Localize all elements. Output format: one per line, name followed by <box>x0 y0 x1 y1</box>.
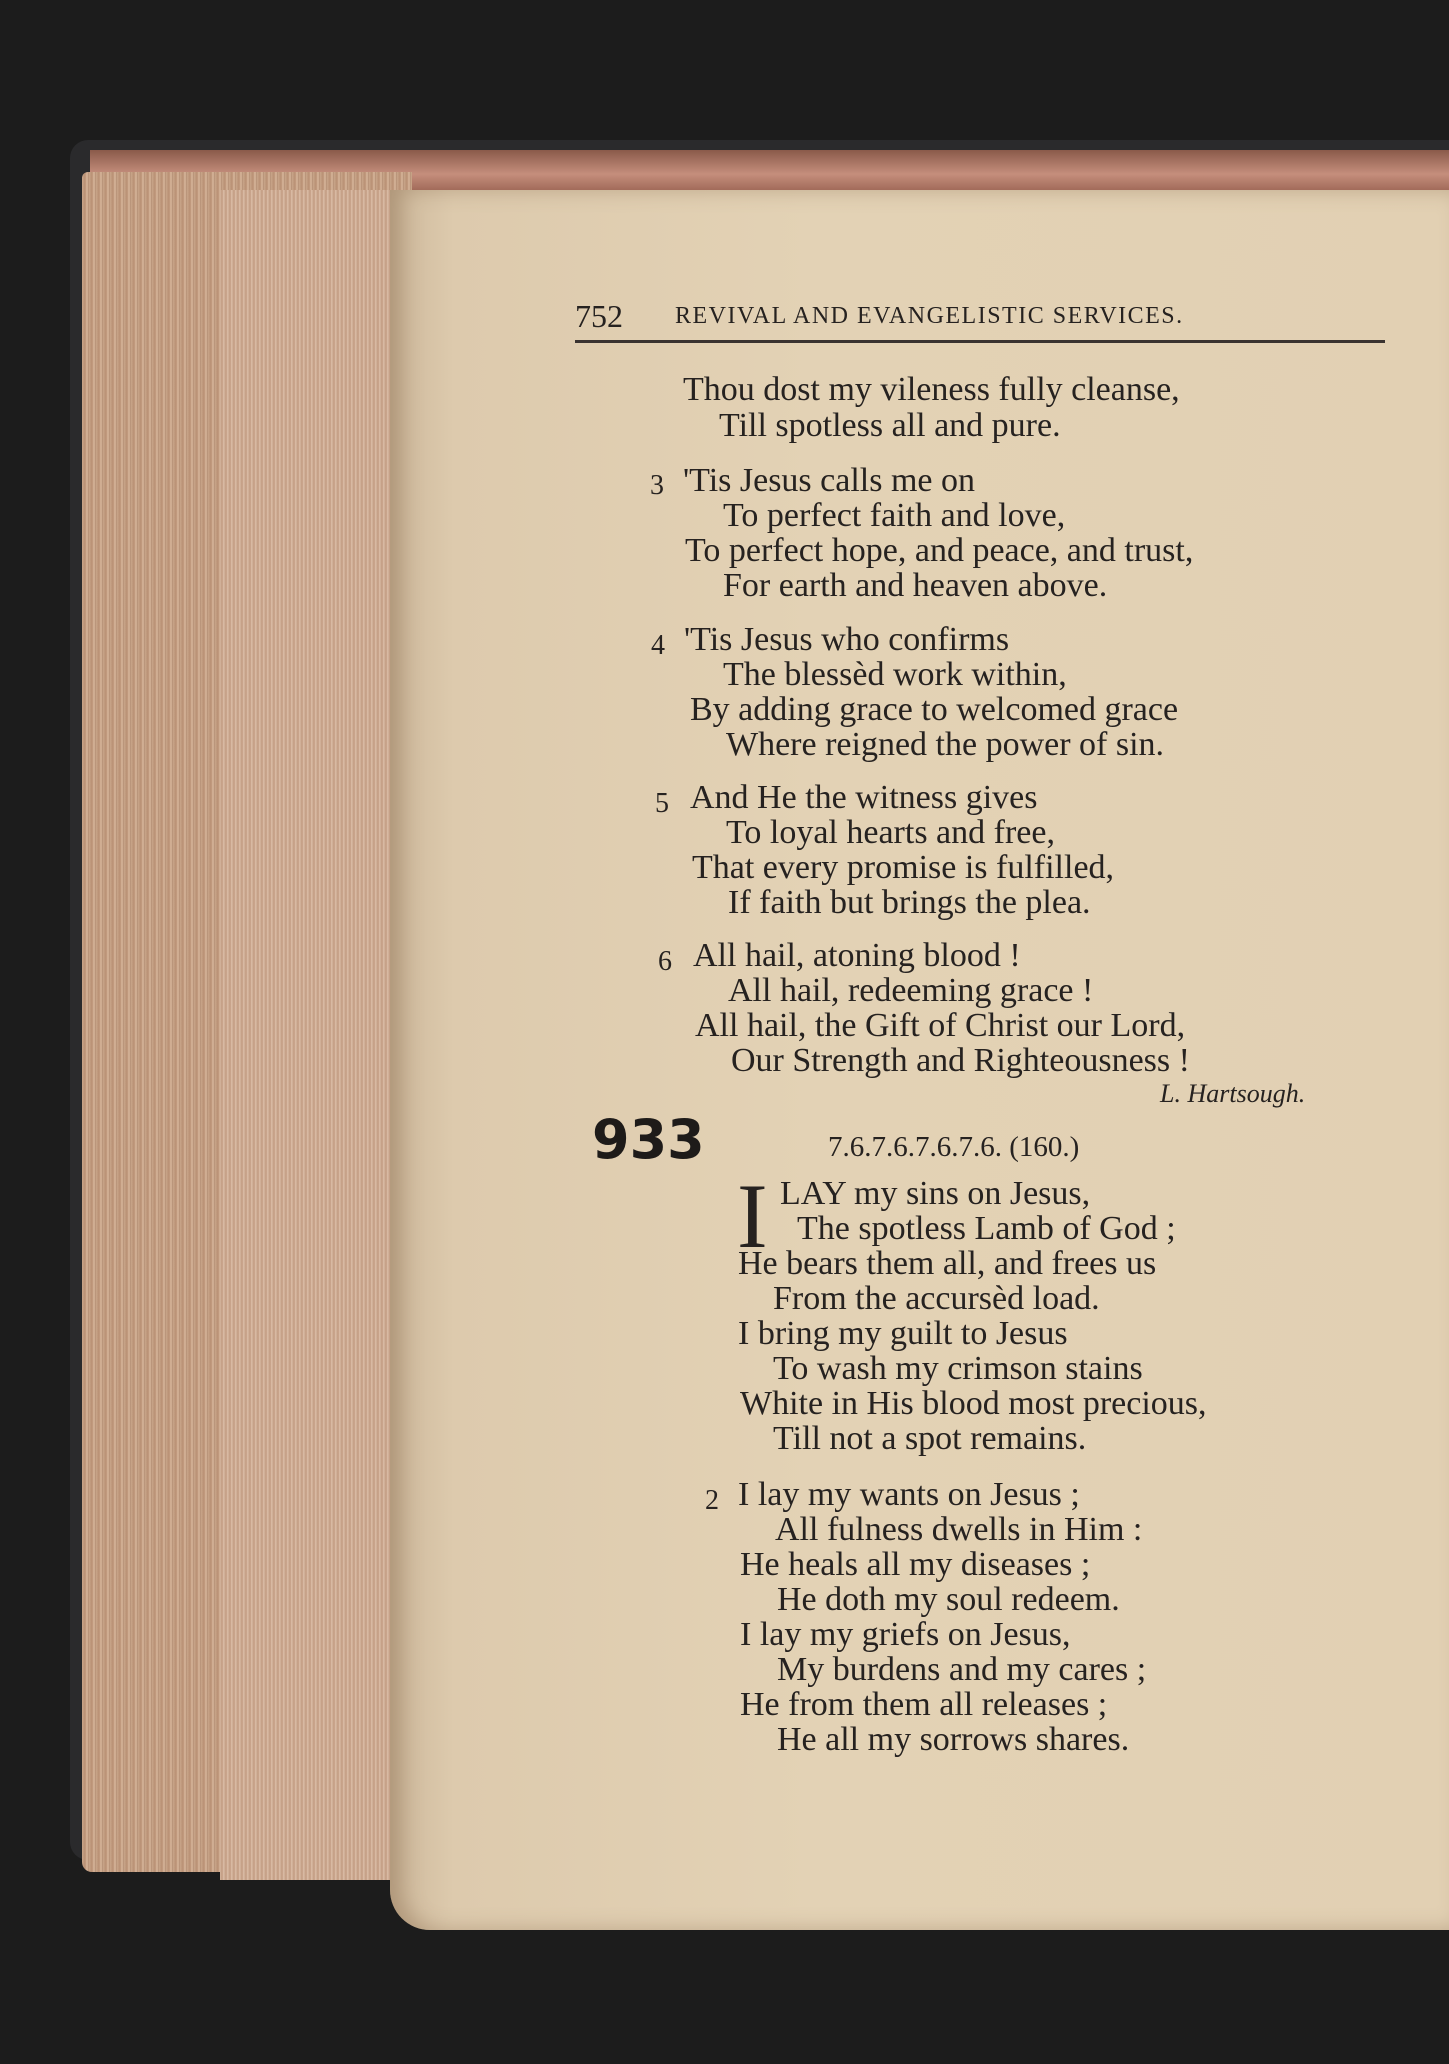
verse-number: 2 <box>705 1485 719 1516</box>
page-number: 752 <box>575 298 623 334</box>
verse-line: All fulness dwells in Him : <box>775 1511 1143 1548</box>
running-head: REVIVAL AND EVANGELISTIC SERVICES. <box>675 303 1184 329</box>
verse-line: By adding grace to welcomed grace <box>690 691 1179 728</box>
hymn-author: L. Hartsough. <box>1160 1079 1306 1108</box>
verse-line: To loyal hearts and free, <box>726 814 1055 851</box>
verse-number: 3 <box>650 470 664 501</box>
verse-line: To perfect hope, and peace, and trust, <box>685 532 1194 569</box>
hymn-number: 933 <box>592 1108 705 1171</box>
verse-line: To perfect faith and love, <box>723 497 1066 534</box>
verse-line: All hail, redeeming grace ! <box>728 972 1094 1009</box>
verse-line: To wash my crimson stains <box>773 1350 1143 1387</box>
drop-cap: I <box>737 1165 768 1267</box>
verse-line: Our Strength and Righteousness ! <box>731 1042 1190 1079</box>
verse-line: I lay my wants on Jesus ; <box>738 1476 1080 1513</box>
verse-line: LAY my sins on Jesus, <box>780 1175 1091 1212</box>
verse-line: All hail, the Gift of Christ our Lord, <box>695 1007 1186 1044</box>
hymn-meter: 7.6.7.6.7.6.7.6. (160.) <box>828 1131 1080 1163</box>
verse-line: All hail, atoning blood ! <box>693 937 1021 974</box>
verse-line: For earth and heaven above. <box>723 567 1108 604</box>
verse-line: He heals all my diseases ; <box>740 1546 1091 1583</box>
verse-line: And He the witness gives <box>690 779 1038 816</box>
verse-line: White in His blood most precious, <box>740 1385 1207 1422</box>
verse-number: 4 <box>651 630 665 661</box>
header-rule <box>575 340 1385 343</box>
verse-line: From the accursèd load. <box>773 1280 1100 1317</box>
verse-line: That every promise is fulfilled, <box>692 849 1115 886</box>
verse-number: 5 <box>655 788 669 819</box>
verse-line: He all my sorrows shares. <box>777 1721 1130 1758</box>
verse-line: The spotless Lamb of God ; <box>797 1210 1176 1247</box>
verse-line: My burdens and my cares ; <box>777 1651 1147 1688</box>
verse-number: 6 <box>658 946 672 977</box>
verse-line: Till not a spot remains. <box>773 1420 1087 1457</box>
verse-line: He doth my soul redeem. <box>777 1581 1120 1618</box>
verse-line: Thou dost my vileness fully cleanse, <box>683 371 1180 408</box>
verse-line: He bears them all, and frees us <box>738 1245 1157 1282</box>
verse-line: The blessèd work within, <box>723 656 1067 693</box>
verse-line: If faith but brings the plea. <box>728 884 1091 921</box>
verse-line: Where reigned the power of sin. <box>726 726 1165 763</box>
verse-line: I lay my griefs on Jesus, <box>740 1616 1071 1653</box>
verse-line: 'Tis Jesus who confirms <box>684 621 1010 658</box>
verse-line: I bring my guilt to Jesus <box>738 1315 1068 1352</box>
verse-line: He from them all releases ; <box>740 1686 1108 1723</box>
verse-line: Till spotless all and pure. <box>719 407 1061 444</box>
verse-line: 'Tis Jesus calls me on <box>683 462 976 499</box>
